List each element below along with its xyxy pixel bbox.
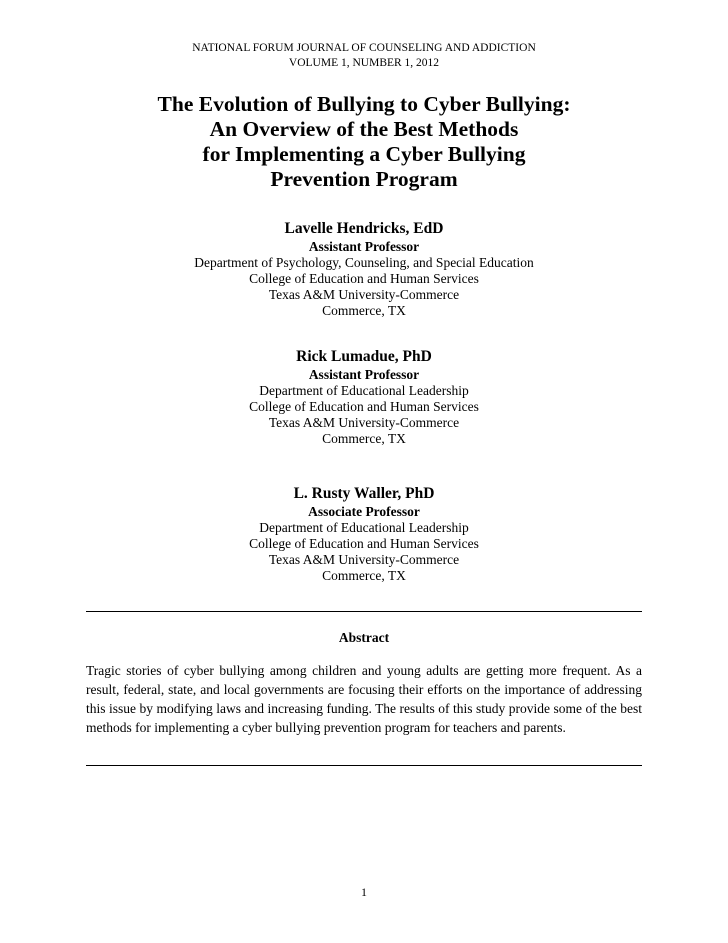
paper-title [0,92,728,192]
author-name: L. Rusty Waller, PhD [293,485,435,502]
author-department: Department of Educational Leadership [259,520,469,535]
author-location: Commerce, TX [322,568,406,583]
author-location: Commerce, TX [322,431,406,446]
author-college: College of Education and Human Services [249,399,479,414]
author-university: Texas A&M University-Commerce [268,287,460,302]
author-department: Department of Educational Leadership [259,383,469,398]
author-block [0,484,728,584]
abstract-heading: Abstract [338,630,390,645]
author-name: Rick Lumadue, PhD [296,348,432,365]
divider-bottom [86,765,642,766]
title-line: for Implementing a Cyber Bullying [202,142,526,166]
author-block [0,219,728,319]
journal-header [0,41,728,71]
author-block [0,347,728,447]
title-line: An Overview of the Best Methods [209,117,519,141]
journal-volume: VOLUME 1, NUMBER 1, 2012 [288,57,440,69]
author-role: Assistant Professor [308,239,420,254]
author-university: Texas A&M University-Commerce [268,552,460,567]
author-college: College of Education and Human Services [249,271,479,286]
title-line: The Evolution of Bullying to Cyber Bullying: [157,92,571,116]
author-department: Department of Psychology, Counseling, and Special Education [194,255,534,270]
author-name: Lavelle Hendricks, EdD [284,220,444,237]
author-role: Associate Professor [308,504,420,519]
divider-top [86,611,642,612]
title-line: Prevention Program [270,167,458,191]
author-role: Assistant Professor [308,367,420,382]
page-number: 1 [361,885,367,899]
abstract-text: Tragic stories of cyber bullying among children and young adults are getting more frequent. As a result, federal, state, and local governments are focusing their efforts on the importance of addressing this issue by modifying laws and increasing funding. The results of this study provide some of the best methods for implementing a cyber bullying prevention program for teachers and parents. [86,663,642,735]
author-college: College of Education and Human Services [249,536,479,551]
journal-name: NATIONAL FORUM JOURNAL OF COUNSELING AND ADDICTION [192,42,536,54]
author-location: Commerce, TX [322,303,406,318]
author-university: Texas A&M University-Commerce [268,415,460,430]
